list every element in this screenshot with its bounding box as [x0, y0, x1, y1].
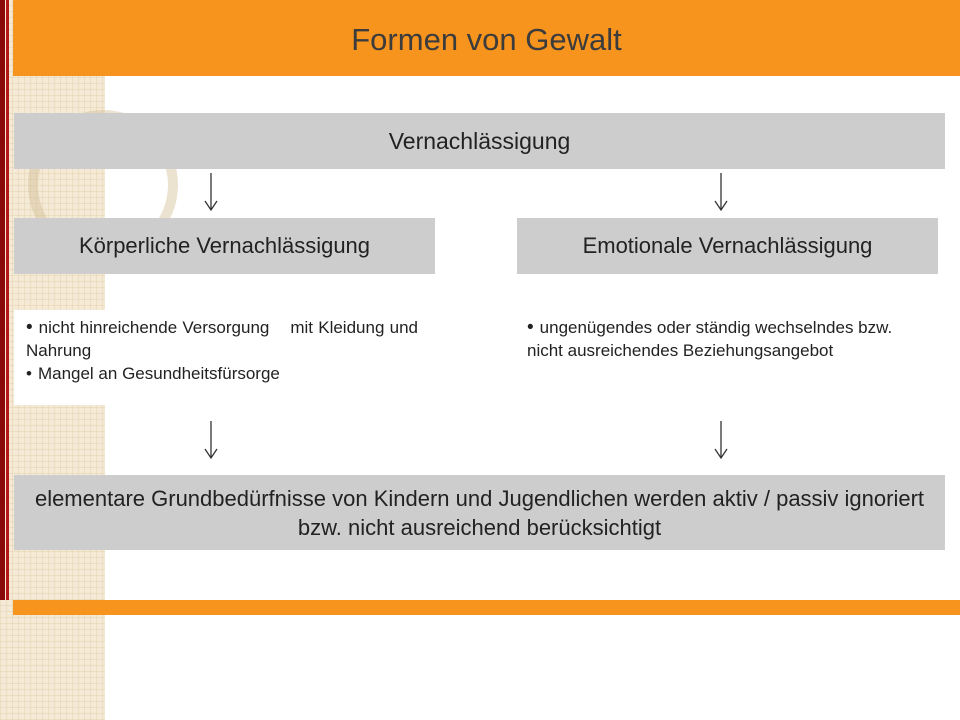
- footer-bar: [13, 600, 960, 615]
- node-vernachlaessigung: [14, 113, 945, 169]
- node-label: Vernachlässigung: [388, 127, 571, 154]
- node-koerperliche-vernachlaessigung: [14, 218, 435, 274]
- node-result: [14, 475, 945, 550]
- title-bar: [13, 0, 960, 76]
- detail-list-right: [517, 310, 927, 405]
- node-label: elementare Grundbedürfnisse von Kindern und Jugendlichen werden aktiv / passiv ignoriert bzw. nicht ausreichend berücksichtigt: [34, 485, 925, 540]
- node-emotionale-vernachlaessigung: [517, 218, 938, 274]
- detail-list-left: [14, 310, 428, 405]
- list-item: • nicht hinreichende Versorgung mit Kleidung und Nahrung: [26, 317, 423, 360]
- slide-title: Formen von Gewalt: [351, 22, 622, 57]
- down-arrow-icon: [713, 172, 729, 212]
- decorative-stripe-red: [6, 0, 9, 600]
- decorative-stripe: [0, 0, 5, 600]
- list-item: • Mangel an Gesundheitsfürsorge: [26, 364, 280, 383]
- list-item: • ungenügendes oder ständig wechselndes bzw. nicht ausreichendes Beziehungsangebot: [527, 317, 893, 360]
- node-label: Körperliche Vernachlässigung: [78, 233, 371, 258]
- down-arrow-icon: [203, 420, 219, 460]
- down-arrow-icon: [713, 420, 729, 460]
- down-arrow-icon: [203, 172, 219, 212]
- node-label: Emotionale Vernachlässigung: [582, 233, 873, 258]
